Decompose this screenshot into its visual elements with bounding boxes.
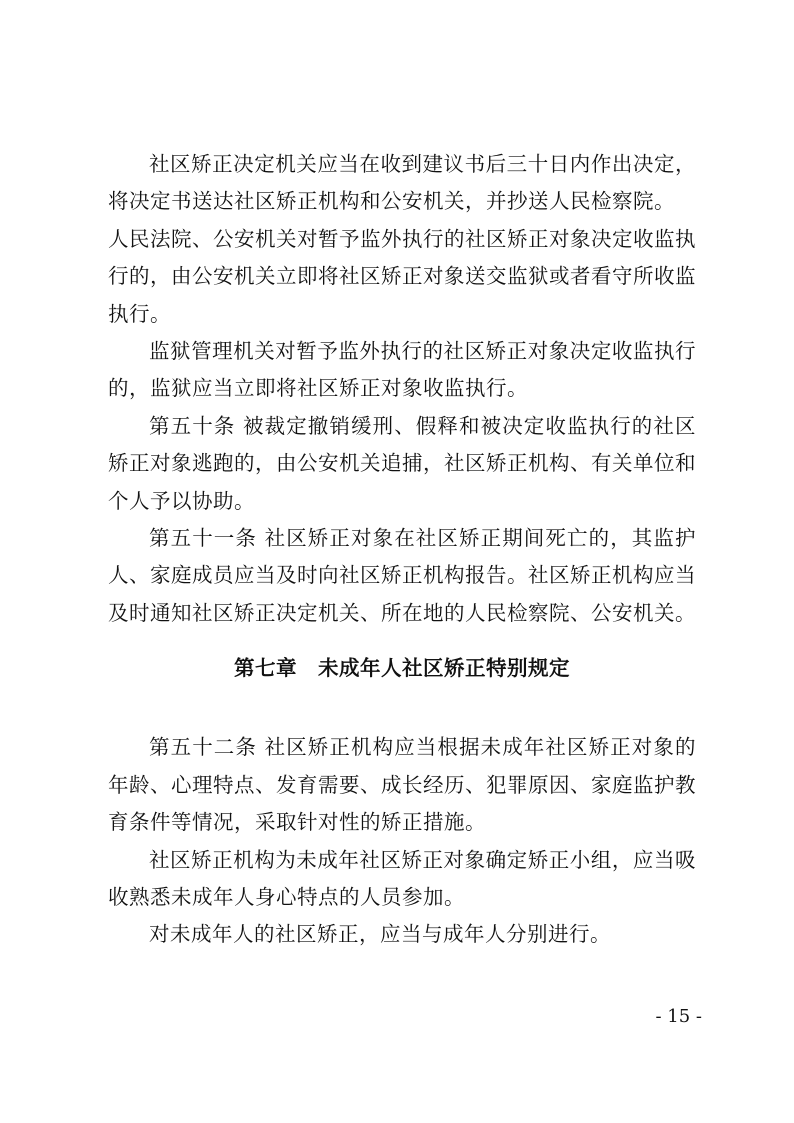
- chapter-title: 第七章 未成年人社区矫正特别规定: [234, 656, 570, 681]
- paragraph-prison-admin-revocation: 监狱管理机关对暂予监外执行的社区矫正对象决定收监执行的，监狱应当立即将社区矫正对象收监执行。: [108, 339, 696, 401]
- article-52: 第五十二条 社区矫正机构应当根据未成年社区矫正对象的年龄、心理特点、发育需要、成长经历、犯罪原因、家庭监护教育条件等情况，采取针对性的矫正措施。: [108, 735, 696, 835]
- paragraph-correction-team: 社区矫正机构为未成年社区矫正对象确定矫正小组，应当吸收熟悉未成年人身心特点的人员参加。: [108, 847, 696, 909]
- article-51: 第五十一条 社区矫正对象在社区矫正期间死亡的，其监护人、家庭成员应当及时向社区矫正机构报告。社区矫正机构应当及时通知社区矫正决定机关、所在地的人民检察院、公安机关。: [108, 526, 696, 625]
- page-number: - 15 -: [655, 1006, 702, 1027]
- paragraph-separate-correction: 对未成年人的社区矫正，应当与成年人分别进行。: [149, 922, 611, 947]
- document-body: [108, 146, 696, 954]
- paragraph-decision-delivery: 社区矫正决定机关应当在收到建议书后三十日内作出决定，将决定书送达社区矫正机构和公安机关，并抄送人民检察院。: [108, 152, 696, 214]
- paragraph-court-police-revocation: 人民法院、公安机关对暂予监外执行的社区矫正对象决定收监执行的，由公安机关立即将社区矫正对象送交监狱或者看守所收监执行。: [108, 226, 696, 326]
- article-50: 第五十条 被裁定撤销缓刑、假释和被决定收监执行的社区矫正对象逃跑的，由公安机关追捕，社区矫正机构、有关单位和个人予以协助。: [108, 413, 696, 513]
